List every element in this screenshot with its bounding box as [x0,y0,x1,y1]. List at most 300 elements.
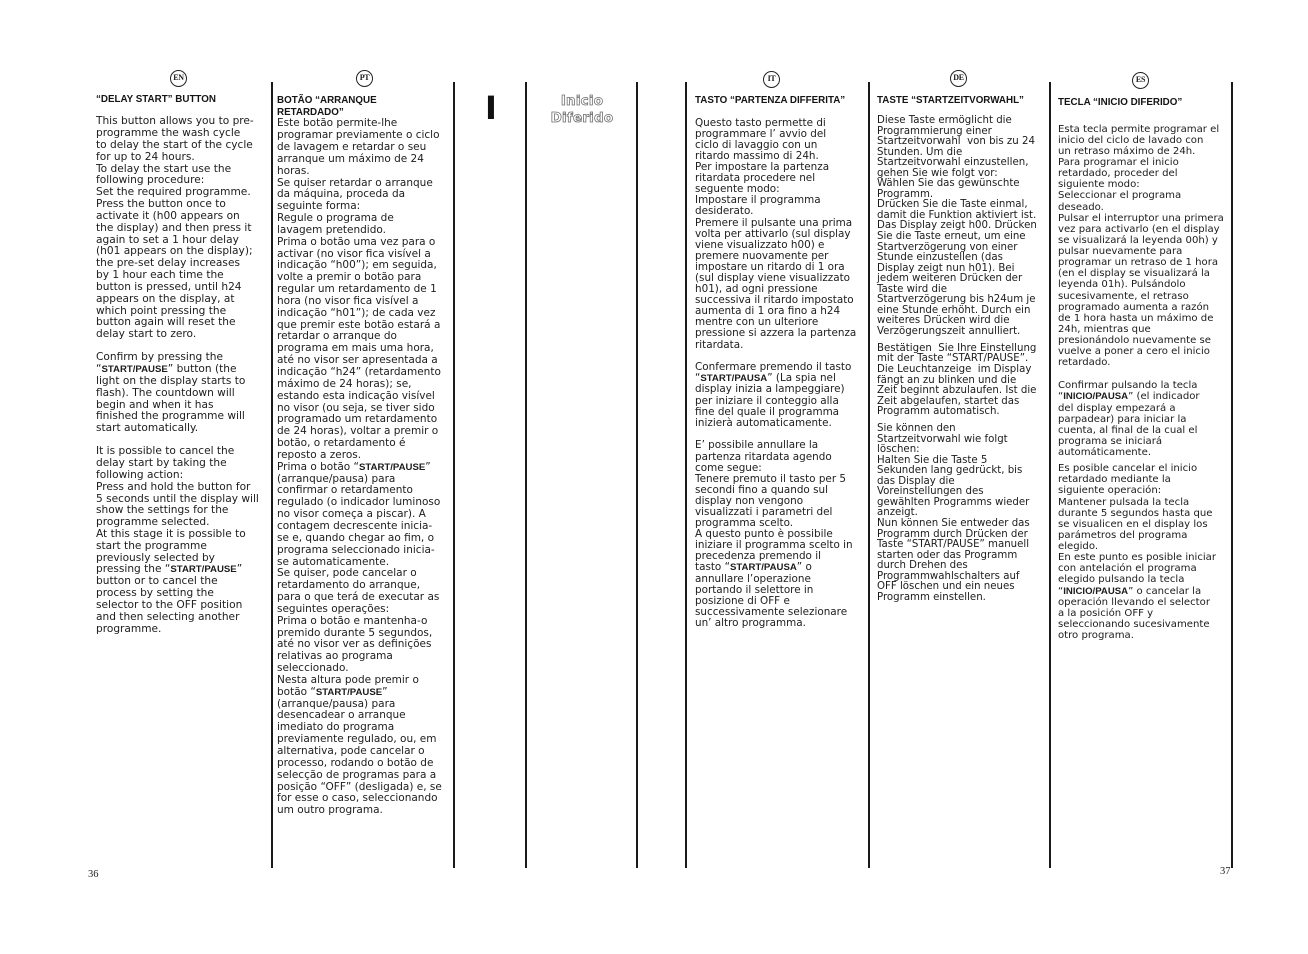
body-line: parámetros del programa [1058,529,1188,541]
body-line: parpadear) para iniciar la [1058,413,1187,425]
body-line: It is possible to cancel the [96,445,235,458]
text-run: “ [1058,391,1064,403]
body-line: Per impostare la partenza [695,161,830,174]
body-line: programar previamente o ciclo [277,129,440,142]
body-line: At this stage it is possible to [96,528,246,540]
body-line: button again will reset the [96,316,236,329]
body-line [1058,391,1224,402]
body-line: botão, o retardamento é [277,437,406,450]
body-line: light on the display starts to [96,374,246,387]
body-line: Nun können Sie entweder das [877,518,1030,530]
body-line: Startverzögerung bis h24um je [877,294,1036,306]
text-run: ” [236,563,243,576]
column-divider [453,82,455,868]
body-line: Stunden. Um die [877,146,963,158]
body-line: appears on the display, at [96,292,235,305]
body-line: Es posible cancelar el inicio [1058,463,1198,475]
paragraph [877,344,1037,418]
paragraph [877,424,1037,603]
body-line: programa em mais uma hora, [277,342,434,355]
body-line: cuenta, al final de la cual el [1058,424,1198,436]
body-line: indicação “h01”); de cada vez [277,306,436,319]
body-line: display inizia a lampeggiare) [695,383,845,396]
body-line: sucesivamente, el retraso [1058,290,1189,302]
text-run: “ [1058,585,1064,597]
body-line: 24h, mientras que [1058,323,1151,335]
body-line: retardamento do arranque, [277,579,421,592]
body-line: start the programme [96,539,207,552]
body-line: mentre con un ulteriore [695,316,819,329]
body-line: by 1 hour each time the [96,269,224,282]
bold-term: START/PAUSE [170,564,237,576]
body-text [1058,124,1224,642]
body-line: siguiente modo: [1058,179,1140,191]
body-line: display non vengono [695,494,804,507]
body-line: Tenere premuto il tasto per 5 [695,472,847,485]
body-line: damit die Funktion aktiviert ist. [877,209,1037,221]
text-run: Prima o botão “ [277,460,359,473]
text-run: botão “ [277,685,316,698]
body-line: leyenda 01h). Pulsándolo [1058,279,1186,291]
body-line: (arranque/pausa) para [277,697,396,710]
body-line: gewählten Programms wieder [877,496,1030,508]
body-line [277,687,442,699]
text-run: ” (La spia nel [767,372,836,385]
body-line: Stunde einzustellen (das [877,252,1003,264]
body-line: Programmierung einer [877,125,992,137]
body-line: estando esta indicação visível [277,389,435,402]
body-line: volta per attivarlo (sul display [695,227,851,240]
body-line: Startzeitvorwahl von bis zu 24 [877,136,1035,148]
body-line: This button allows you to pre- [96,115,254,128]
body-line: relativas ao programa [277,650,393,663]
body-line: retardado mediante la [1058,474,1171,486]
column-title [96,94,216,106]
body-line: OFF löschen und ein neues [877,581,1015,593]
title-line: BOTÃO “ARRANQUE [277,95,377,106]
body-line: vez para activarlo (en el display [1058,223,1220,235]
body-line: se automaticamente. [277,555,390,568]
body-line: button is pressed, until h24 [96,280,242,293]
body-line: selector to the OFF position [96,598,243,611]
text-run: ” (el indicador [1128,391,1200,403]
body-line: siguiente operación: [1058,485,1162,497]
body-line: anzeigt. [877,507,918,519]
page-number-left: 36 [88,869,99,880]
body-line: En este punto es posible iniciar [1058,552,1217,564]
column-title [695,95,845,107]
body-line: regular um retardamento de 1 [277,283,437,296]
body-line: até no visor ser apresentada a [277,354,438,367]
body-line: starten oder das Programm [877,549,1018,561]
body-line: inizierà automaticamente. [695,416,832,429]
body-line: pulsar nuevamente para [1058,246,1183,258]
body-line: weiteres Drücken wird die [877,315,1010,327]
language-badge-it: IT [763,71,780,88]
title-line: “DELAY START” BUTTON [96,94,216,105]
body-line: activate it (h00 appears on [96,209,240,222]
column-divider [271,82,273,868]
body-line: eine Stunde erhöht. Durch ein [877,304,1031,316]
paragraph [1058,124,1224,369]
body-line: the pre-set delay increases [96,257,240,270]
column-divider [636,82,638,868]
body-line: previously selected by [96,551,215,564]
body-line: a la posición OFF y [1058,607,1154,619]
body-line: desiderato. [695,205,754,218]
paragraph [695,118,856,351]
body-line: Programm einstellen. [877,591,986,603]
body-line: secondi fino a quando sul [695,483,828,496]
language-badge-en: EN [170,70,187,87]
body-line: Bestätigen Sie Ihre Einstellung [877,342,1037,354]
paragraph [96,446,259,635]
paragraph [695,362,856,429]
body-line: partenza ritardata agendo [695,450,832,463]
body-text [695,118,856,629]
text-run: tasto “ [695,561,730,574]
title-line: TASTE “STARTZEITVORWAHL” [877,95,1024,106]
body-line: activar (no visor fica visível a [277,247,431,260]
body-line: Programm durch Drücken der [877,528,1028,540]
body-line: automáticamente. [1058,447,1152,459]
body-line: premido durante 5 segundos, [277,626,433,639]
body-line: volte a premir o botão para [277,271,422,284]
body-line: which point pressing the [96,304,227,317]
body-line: lavagem pretendido. [277,223,386,236]
body-line: selecção de programas para a [277,768,437,781]
section-heading [540,93,624,127]
column-divider [1231,82,1233,868]
body-line: das Display die [877,475,955,487]
body-line: de lavagem e retardar o seu [277,140,427,153]
body-line: inicio del ciclo de lavado con [1058,134,1204,146]
body-line: successiva il ritardo impostato [695,294,854,307]
body-line: the display) and then press it [96,221,252,234]
body-line: (sul display viene visualizzato [695,272,851,284]
body-line: flash). The countdown will [96,386,235,399]
body-line: no visor começa a piscar). A [277,508,426,521]
body-line: Startverzögerung von einer [877,241,1018,253]
column-divider [525,82,527,868]
body-line: mit der Taste “START/PAUSE”. [877,353,1029,365]
body-line: for up to 24 hours. [96,150,195,163]
body-line: precedenza premendo il [695,550,821,563]
body-line: Startzeitvorwahl einzustellen, [877,157,1029,169]
body-line: come segue: [695,461,762,474]
body-line: horas. [277,164,310,177]
body-line: jedem weiteren Drücken der [877,273,1023,285]
body-line: impostare un ritardo di 1 ora [695,260,845,273]
body-line: Wählen Sie das gewünschte [877,178,1020,190]
body-line: Nesta altura pode premir o [277,673,419,686]
body-line: (h01 appears on the display); [96,245,253,258]
body-line: programma scelto. [695,517,794,530]
body-line: durante 5 segundos hasta que [1058,507,1213,519]
body-line: hora (no visor fica visível a [277,294,419,307]
body-line: Se quiser retardar o arranque [277,176,433,189]
body-line: seguinte forma: [277,200,361,213]
body-line: programme. [96,622,162,635]
body-line: Programmwahlschalters auf [877,570,1020,582]
body-line: seleccionado. [277,662,349,675]
body-line: elegido. [1058,541,1099,553]
body-line: to delay the start of the cycle [96,138,253,151]
body-line: indicação “h00”); em seguida, [277,259,437,272]
body-line: Esta tecla permite programar el [1058,123,1220,135]
body-line: Set the required programme. [96,186,251,199]
body-line: To delay the start use the [96,162,232,175]
body-line: Halten Sie die Taste 5 [877,454,988,466]
body-line: de 24 horas), voltar a premir o [277,425,439,438]
body-line: programar un retraso de 1 hora [1058,257,1219,269]
language-badge-de: DE [950,70,967,87]
body-line: Programm. [877,188,934,200]
body-line: löschen: [877,444,920,456]
column-divider [868,82,870,868]
body-line: deseado. [1058,201,1104,213]
bold-term: INICIO/PAUSA [1063,585,1129,597]
body-text [96,116,259,635]
body-line: reposto a zeros. [277,448,362,461]
body-line: viene visualizzato h00) e [695,238,825,251]
body-line: posição “OFF” (desligada) e, se [277,780,442,793]
body-line: again to set a 1 hour delay [96,233,239,246]
bold-term: START/PAUSA [729,562,797,574]
paragraph [1058,463,1224,641]
body-line: que premir este botão estará a [277,318,441,331]
column-title [277,95,377,119]
body-line: del display empezará a [1058,402,1176,414]
bold-term: START/PAUSE [315,686,383,698]
body-line: Premere il pulsante una prima [695,216,853,229]
body-line: premere nuovamente per [695,249,829,262]
body-line: (en el display se visualizará la [1058,268,1210,280]
body-line: para o que terá de executar as [277,591,440,604]
language-badge-es: ES [1132,72,1149,89]
body-line: regulado (o indicador luminoso [277,496,441,509]
body-line: con antelación el programa [1058,563,1197,575]
body-line: and then selecting another [96,610,240,623]
body-text [277,118,442,817]
bold-term: INICIO/PAUSA [1063,391,1129,403]
text-run: ” o [796,561,812,574]
body-line: Para programar el inicio [1058,157,1179,169]
body-line: programmare l’ avvio del [695,127,827,140]
body-line: fine del quale il programma [695,405,840,418]
body-line: contagem decrescente inicia- [277,519,433,532]
body-line: Se quiser, pode cancelar o [277,567,417,580]
body-line: Questo tasto permette di [695,116,826,129]
paragraph [277,118,442,817]
body-line: um outro programa. [277,804,383,817]
body-line: Voreinstellungen des [877,486,984,498]
body-line: ritardata procedere nel [695,172,816,185]
body-line: imediato do programa [277,721,395,734]
column-title [877,95,1024,107]
body-line: processo, rodando o botão de [277,756,434,769]
body-line: Prima o botão uma vez para o [277,235,436,248]
body-line: retardar o arranque do [277,330,397,343]
body-line: for esse o caso, seleccionando [277,792,438,805]
body-line: operación llevando el selector [1058,596,1210,608]
column-title [1058,97,1182,109]
text-run: pressing the “ [96,563,171,576]
body-line: posizione di OFF e [695,594,790,607]
title-line: TASTO “PARTENZA DIFFERITA” [695,95,846,106]
body-line: Sie die Taste erneut, um eine [877,231,1026,243]
body-line [695,562,856,573]
column-divider [685,82,687,868]
paragraph [1058,380,1224,458]
body-line: Press the button once to [96,198,226,211]
body-line: per iniziare il conteggio alla [695,394,839,407]
body-line: Zeit beginnt abzulaufen. Ist die [877,385,1037,397]
body-line: ritardata. [695,338,744,351]
paragraph [96,352,259,435]
page-number-right: 37 [1220,866,1231,877]
body-line: un’ altro programma. [695,616,806,629]
body-line: gehen Sie wie folgt vor: [877,167,998,179]
body-line: iniziare il programma scelto in [695,539,853,552]
bold-term: START/PAUSA [700,373,768,385]
body-line: indicação “h24” (retardamento [277,366,441,379]
body-line: pressione si azzera la partenza [695,327,857,340]
body-line: finished the programme will [96,410,245,423]
body-line: Programm automatisch. [877,406,1000,418]
body-line: programa seleccionado inicia- [277,543,435,556]
body-line: no visor (ou seja, se tiver sido [277,401,435,414]
body-line: vuelve a poner a cero el inicio [1058,346,1210,358]
body-line: arranque um máximo de 24 [277,152,424,165]
body-line: se e, quando chegar ao fim, o [277,531,435,544]
body-line: da máquina, proceda da [277,188,406,201]
body-line: portando il selettore in [695,583,814,596]
body-line: previamente regulado, ou, em [277,733,437,746]
body-line: desencadear o arranque [277,709,406,722]
body-line: seguintes operações: [277,602,390,615]
section-letter: I [485,89,497,127]
language-badge-pt: PT [356,70,373,87]
body-line: máximo de 24 horas); se, [277,377,412,390]
body-line: Drücken Sie die Taste einmal, [877,199,1028,211]
body-line: Mantener pulsada la tecla [1058,496,1190,508]
body-line: visualizzati i parametri del [695,505,833,518]
body-line: Confermare premendo il tasto [695,361,852,374]
text-run: ” button (the [167,363,237,376]
body-line: Verzögerungszeit annulliert. [877,325,1021,337]
body-line: Sie können den [877,423,956,435]
body-line: se visualicen en el display los [1058,518,1208,530]
body-line: retardado. [1058,357,1111,369]
body-line: seleccionando sucesivamente [1058,618,1210,630]
body-line: presionándolo nuevamente se [1058,335,1211,347]
body-line: Confirm by pressing the [96,351,224,364]
section-heading-line: Diferido [550,109,614,126]
body-line: Display zeigt nun h01). Bei [877,262,1015,274]
paragraph [877,116,1037,337]
body-line: Regule o programa de [277,212,394,225]
body-text [877,116,1037,603]
body-line: Confirmar pulsando la tecla [1058,380,1198,392]
body-line: Seleccionar el programa [1058,190,1182,202]
body-line: h01), ad ogni pressione [695,283,818,296]
body-line: retardado, proceder del [1058,168,1178,180]
bold-term: START/PAUSE [101,364,168,376]
body-line: delay start to zero. [96,328,197,341]
body-line: programme selected. [96,516,210,529]
body-line: A questo punto è possibile [695,528,833,541]
body-line: programme the wash cycle [96,127,241,140]
body-line: Este botão permite-lhe [277,117,398,130]
body-line: elegido pulsando la tecla [1058,574,1185,586]
text-run: ” [382,685,388,698]
body-line: alternativa, pode cancelar o [277,745,425,758]
body-line: programado um retardamento [277,413,438,426]
body-line: annullare l’operazione [695,572,811,585]
body-line: start automatically. [96,422,199,435]
body-line: seguente modo: [695,183,780,196]
body-line: se visualizará la leyenda 00h) y [1058,234,1218,246]
body-line: Taste wird die [877,283,948,295]
section-heading-line: Inicio [560,92,604,109]
body-line: successivamente selezionare [695,605,848,618]
body-line: process by setting the [96,587,214,600]
body-line: Press and hold the button for [96,480,251,493]
body-line: (arranque/pausa) para [277,472,396,485]
body-line: ciclo di lavaggio con un [695,138,818,151]
paragraph [96,116,259,341]
body-line: otro programa. [1058,630,1134,642]
title-line: RETARDADO” [277,107,344,118]
body-line [1058,586,1224,597]
body-line: Taste “START/PAUSE” manuell [877,539,1030,551]
body-line: button or to cancel the [96,575,218,588]
body-line: aumenta di 1 ora fino a h24 [695,305,841,318]
body-line: Prima o botão e mantenha-o [277,614,428,627]
body-line: Die Leuchtanzeige im Display [877,363,1032,375]
text-run: “ [695,372,701,385]
body-line: até no visor ver as definições [277,638,432,651]
body-line: programa se iniciará [1058,435,1163,447]
title-line: TECLA “INICIO DIFERIDO” [1058,97,1183,108]
body-line: delay start by taking the [96,457,227,470]
body-line [277,462,442,474]
body-line: show the settings for the [96,504,229,517]
body-line: E’ possibile annullare la [695,439,819,452]
body-line: following action: [96,468,184,481]
body-line: Startzeitvorwahl wie folgt [877,433,1008,445]
body-line: programado aumenta a razón [1058,301,1210,313]
body-line: Pulsar el interruptor una primera [1058,212,1224,224]
body-line: Zeit abgelaufen, startet das [877,395,1020,407]
body-line: durch Drehen des [877,560,968,572]
body-line: fängt an zu blinken und die [877,374,1017,386]
body-line: 5 seconds until the display will [96,492,259,505]
body-line: de 1 hora hasta un máximo de [1058,312,1214,324]
column-divider [1049,82,1051,868]
body-line: Sekunden lang gedrückt, bis [877,465,1023,477]
body-line: Das Display zeigt h00. Drücken [877,220,1037,232]
paragraph [695,440,856,629]
bold-term: START/PAUSE [359,461,426,473]
text-run: ” [425,460,431,473]
body-line: confirmar o retardamento [277,484,413,497]
body-line: ritardo massimo di 24h. [695,149,819,162]
body-line: Impostare il programma [695,194,821,207]
body-line: un retraso máximo de 24h. [1058,145,1196,157]
body-line: Diese Taste ermöglicht die [877,115,1012,126]
